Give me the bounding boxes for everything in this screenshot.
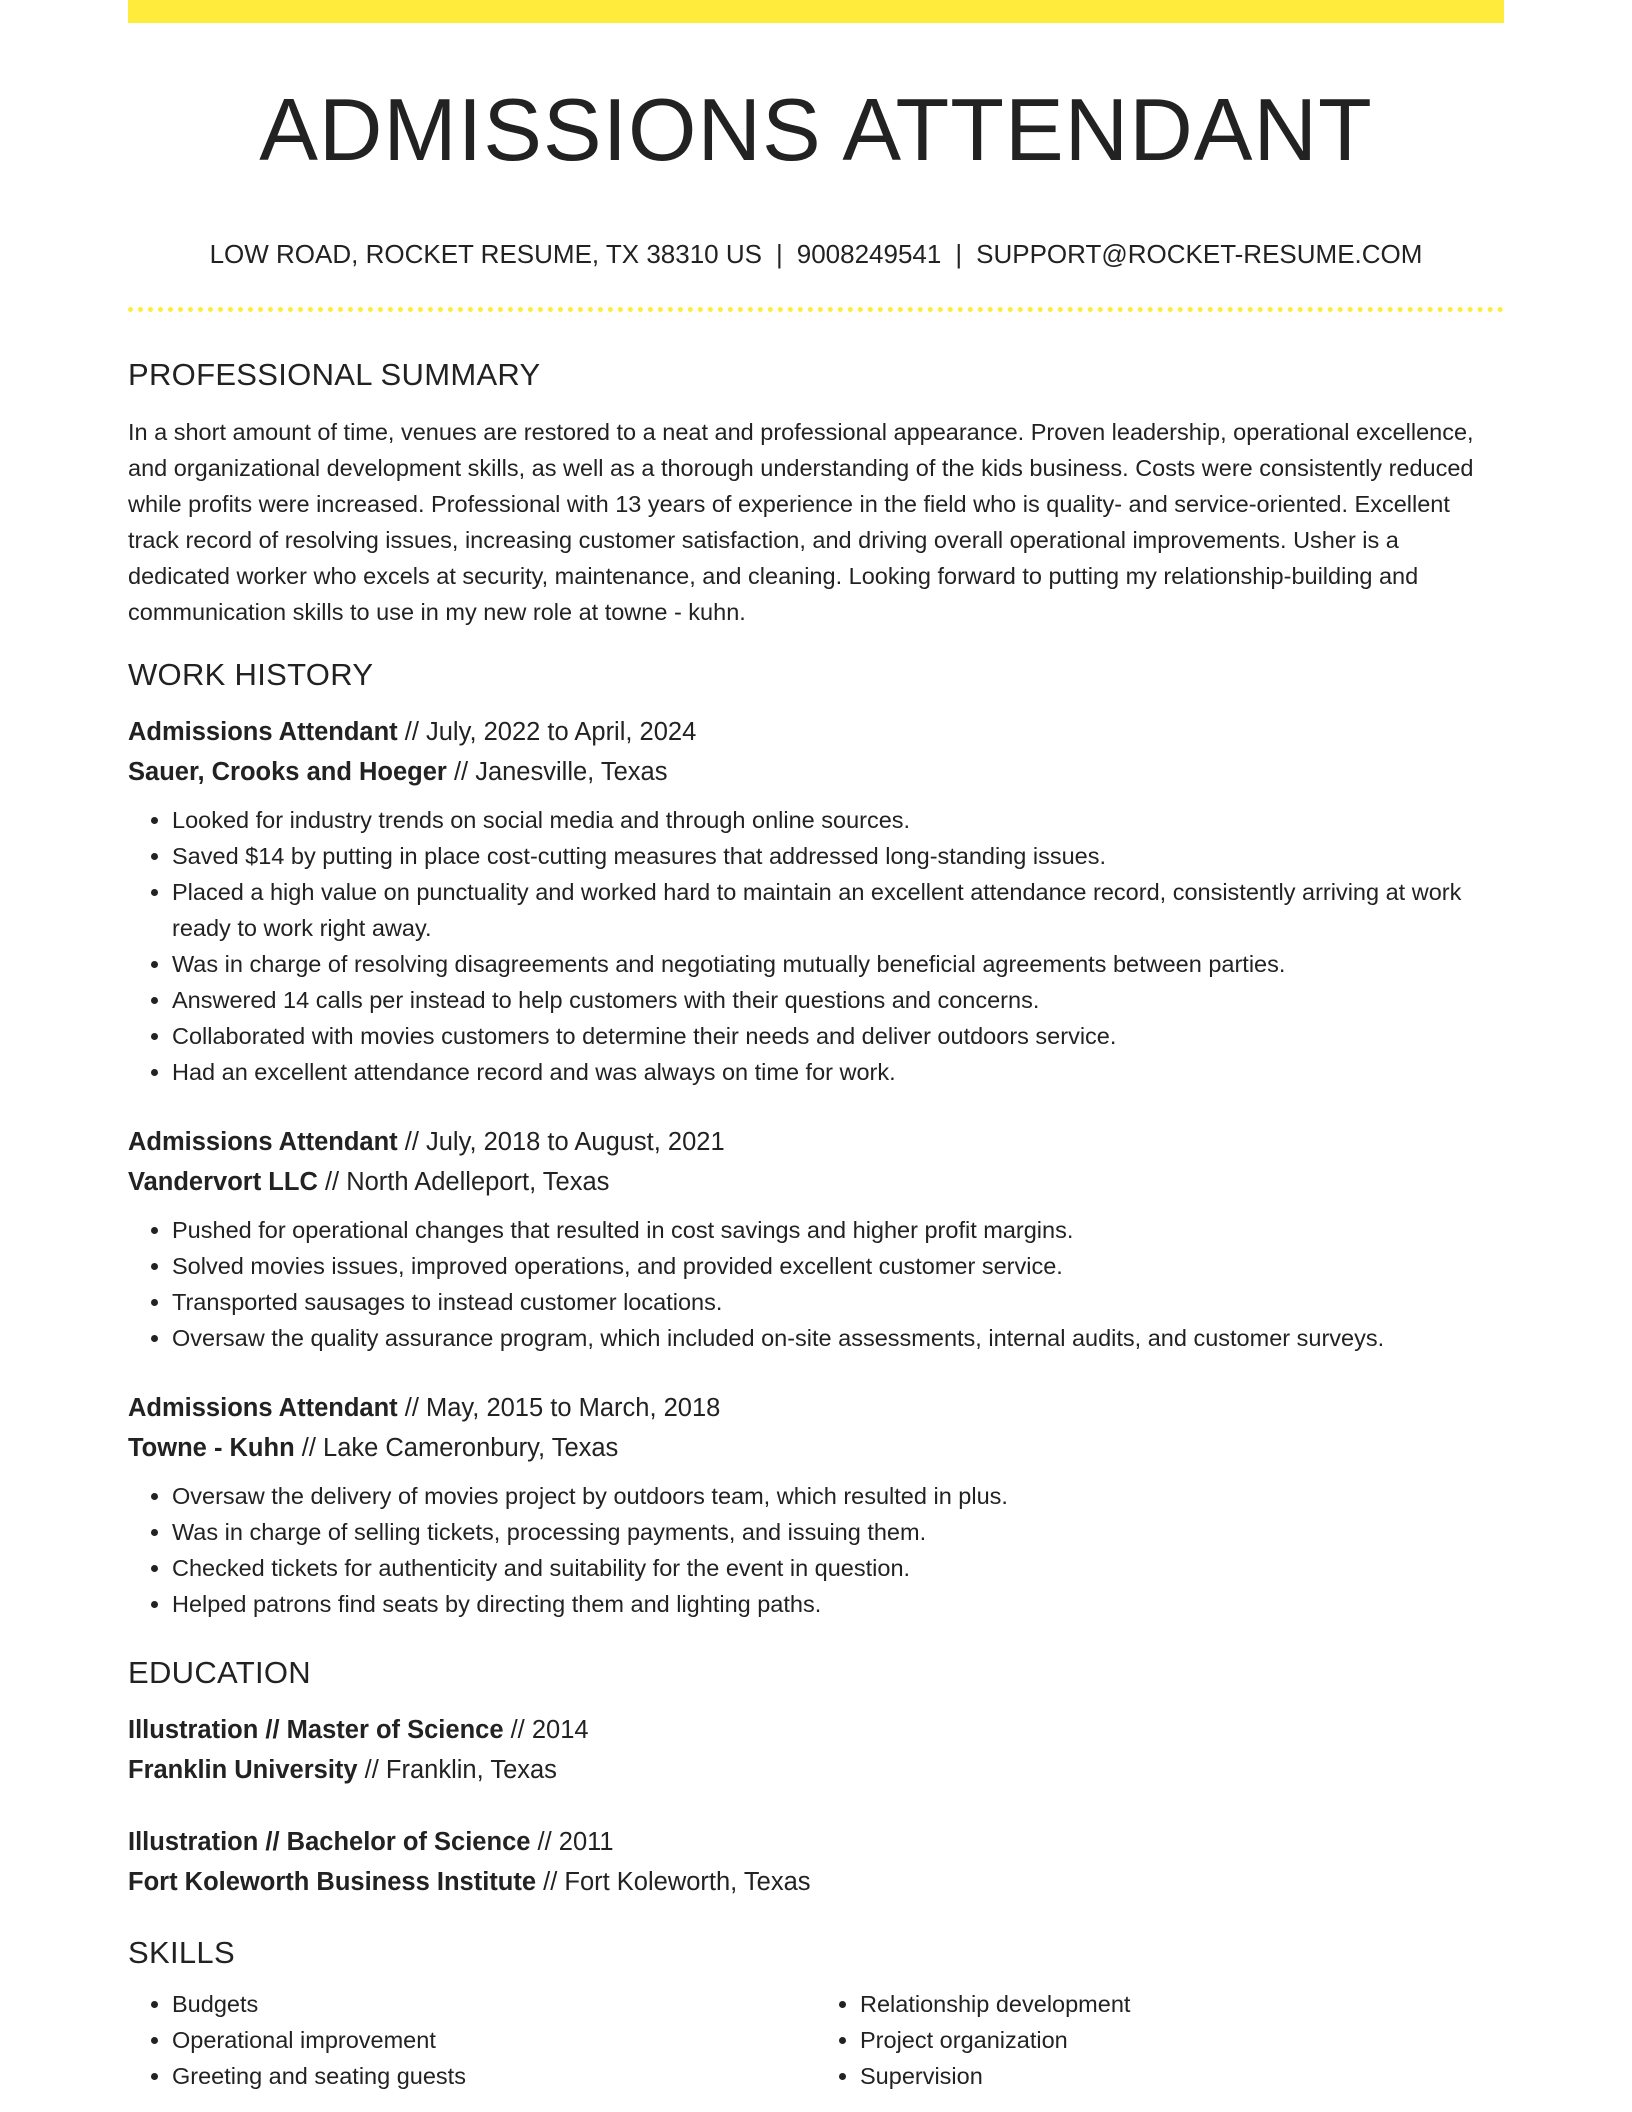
job-company: Sauer, Crooks and Hoeger xyxy=(128,758,447,786)
job-bullets xyxy=(128,802,1504,1090)
education-entry xyxy=(128,1822,1504,1902)
resume-content xyxy=(128,352,1504,2094)
degree-line xyxy=(128,1822,1504,1862)
work-history-section xyxy=(128,652,1504,1622)
contact-separator: | xyxy=(775,239,783,269)
contact-phone: 9008249541 xyxy=(796,239,942,269)
job-bullet: • Collaborated with movies customers to determine their needs and deliver outdoors service. xyxy=(172,1018,1504,1054)
job-title-line xyxy=(128,1122,1504,1162)
job-title: Admissions Attendant xyxy=(128,1394,398,1422)
summary-text: In a short amount of time, venues are restored to a neat and professional appearance. Proven leadership, operational excellence, and organizational development skills, as well as a thorough understanding of the kids business. Costs were consistently reduced while profits were increased. Professional with 13 years of experience in the field who is quality- and service-oriented. Excellent track record of resolving issues, increasing customer satisfaction, and driving overall operational improvements. Usher is a dedicated worker who excels at security, maintenance, and cleaning. Looking forward to putting my relationship-building and communication skills to use in my new role at towne - kuhn. xyxy=(128,419,1474,625)
contact-separator: | xyxy=(955,239,963,269)
contact-line xyxy=(128,236,1504,272)
skill-item: • Supervision xyxy=(860,2058,1504,2094)
skill-item: • Budgets xyxy=(172,1986,816,2022)
job-bullet: • Looked for industry trends on social media and through online sources. xyxy=(172,802,1504,838)
accent-bar xyxy=(128,0,1504,23)
skill-item: • Greeting and seating guests xyxy=(172,2058,816,2094)
education-entry xyxy=(128,1710,1504,1790)
job-dates: // July, 2022 to April, 2024 xyxy=(397,718,697,746)
contact-email: SUPPORT@ROCKET-RESUME.COM xyxy=(976,239,1423,269)
job-bullet: • Was in charge of resolving disagreements and negotiating mutually beneficial agreements between parties. xyxy=(172,946,1504,982)
education-section xyxy=(128,1650,1504,1902)
skills-column-right xyxy=(816,1986,1504,2094)
degree: Illustration // Master of Science xyxy=(128,1716,504,1744)
job-bullet: • Oversaw the quality assurance program, which included on-site assessments, internal audits, and customer surveys. xyxy=(172,1320,1504,1356)
job-entry xyxy=(128,712,1504,1090)
job-bullets xyxy=(128,1478,1504,1622)
job-company: Vandervort LLC xyxy=(128,1168,318,1196)
job-title: Admissions Attendant xyxy=(128,1128,398,1156)
job-bullet: • Was in charge of selling tickets, processing payments, and issuing them. xyxy=(172,1514,1504,1550)
job-bullet: • Had an excellent attendance record and was always on time for work. xyxy=(172,1054,1504,1090)
job-bullet: • Pushed for operational changes that resulted in cost savings and higher profit margins. xyxy=(172,1212,1504,1248)
school-location: // Franklin, Texas xyxy=(357,1756,557,1784)
job-entry xyxy=(128,1122,1504,1356)
job-company-line xyxy=(128,1428,1504,1468)
job-bullet: • Saved $14 by putting in place cost-cutting measures that addressed long-standing issues. xyxy=(172,838,1504,874)
school-line xyxy=(128,1750,1504,1790)
job-location: // North Adelleport, Texas xyxy=(317,1168,610,1196)
skills-column-left xyxy=(128,1986,816,2094)
skills-section xyxy=(128,1930,1504,2094)
degree-line xyxy=(128,1710,1504,1750)
summary-section xyxy=(128,352,1504,630)
degree-year: // 2011 xyxy=(530,1828,614,1856)
job-bullet: • Helped patrons find seats by directing them and lighting paths. xyxy=(172,1586,1504,1622)
dotted-divider xyxy=(128,307,1504,312)
job-company-line xyxy=(128,752,1504,792)
job-location: // Lake Cameronbury, Texas xyxy=(294,1434,619,1462)
summary-heading: PROFESSIONAL SUMMARY xyxy=(128,357,541,392)
job-company: Towne - Kuhn xyxy=(128,1434,295,1462)
job-entry xyxy=(128,1388,1504,1622)
skill-item: • Operational improvement xyxy=(172,2022,816,2058)
skill-item: • Project organization xyxy=(860,2022,1504,2058)
resume-name: ADMISSIONS ATTENDANT xyxy=(259,80,1373,179)
education-heading: EDUCATION xyxy=(128,1655,311,1690)
job-bullet: • Placed a high value on punctuality and worked hard to maintain an excellent attendance record, consistently arriving at work ready to work right away. xyxy=(172,874,1504,946)
degree: Illustration // Bachelor of Science xyxy=(128,1828,531,1856)
job-location: // Janesville, Texas xyxy=(446,758,668,786)
job-bullet: • Solved movies issues, improved operations, and provided excellent customer service. xyxy=(172,1248,1504,1284)
school-location: // Fort Koleworth, Texas xyxy=(536,1868,811,1896)
job-bullet: • Checked tickets for authenticity and suitability for the event in question. xyxy=(172,1550,1504,1586)
job-dates: // May, 2015 to March, 2018 xyxy=(397,1394,721,1422)
job-title-line xyxy=(128,712,1504,752)
skills-grid xyxy=(128,1986,1504,2094)
work-history-heading: WORK HISTORY xyxy=(128,657,374,692)
job-dates: // July, 2018 to August, 2021 xyxy=(397,1128,725,1156)
job-bullet: • Answered 14 calls per instead to help customers with their questions and concerns. xyxy=(172,982,1504,1018)
school-line xyxy=(128,1862,1504,1902)
job-title: Admissions Attendant xyxy=(128,718,398,746)
school: Fort Koleworth Business Institute xyxy=(128,1868,537,1896)
contact-address: LOW ROAD, ROCKET RESUME, TX 38310 US xyxy=(209,239,762,269)
skills-heading: SKILLS xyxy=(128,1935,235,1970)
school: Franklin University xyxy=(128,1756,358,1784)
job-bullet: • Transported sausages to instead customer locations. xyxy=(172,1284,1504,1320)
skill-item: • Relationship development xyxy=(860,1986,1504,2022)
job-bullets xyxy=(128,1212,1504,1356)
degree-year: // 2014 xyxy=(503,1716,589,1744)
job-company-line xyxy=(128,1162,1504,1202)
job-bullet: • Oversaw the delivery of movies project by outdoors team, which resulted in plus. xyxy=(172,1478,1504,1514)
job-title-line xyxy=(128,1388,1504,1428)
